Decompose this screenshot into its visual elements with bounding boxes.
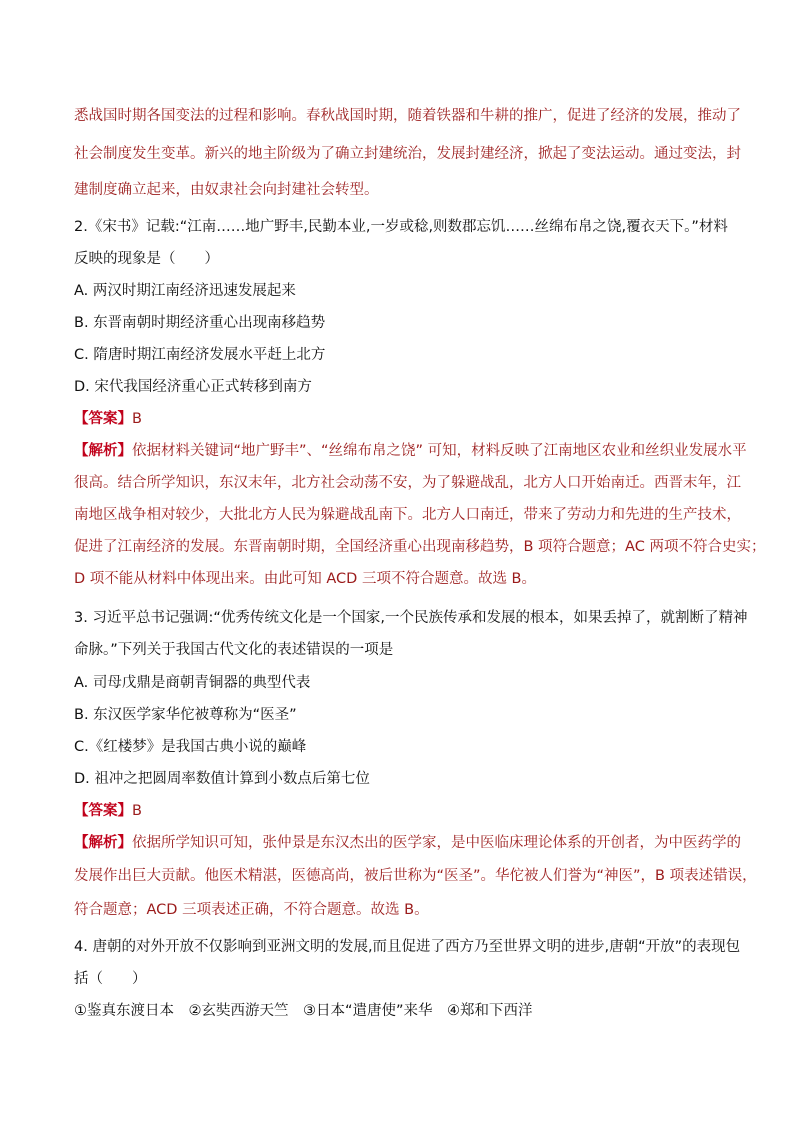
question-3-option-c: C.《红楼梦》是我国古典小说的巅峰 (74, 739, 307, 755)
answer-tag: 【答案】 (74, 411, 132, 427)
question-2-option-d: D. 宋代我国经济重心正式转移到南方 (74, 379, 312, 395)
intro-line: 建制度确立起来，由奴隶社会向封建社会转型。 (74, 182, 379, 198)
question-2-stem: 2.《宋书》记载:“江南……地广野丰,民勤本业,一岁或稔,则数郡忘饥……丝绵布帛之饶,覆衣天下。”材料 (74, 219, 728, 235)
question-3-option-a: A. 司母戊鼎是商朝青铜器的典型代表 (74, 675, 311, 691)
question-3-option-b: B. 东汉医学家华佗被尊称为“医圣” (74, 707, 297, 723)
question-3-analysis (74, 833, 741, 853)
intro-line: 社会制度发生变革。新兴的地主阶级为了确立封建统治，发展封建经济，掀起了变法运动。通过变法，封 (74, 146, 741, 162)
analysis-line: 很高。结合所学知识，东汉末年，北方社会动荡不安，为了躲避战乱，北方人口开始南迁。西晋末年，江 (74, 475, 741, 491)
analysis-line: D 项不能从材料中体现出来。由此可知 ACD 三项不符合题意。故选 B。 (74, 571, 537, 587)
question-4-stem: 4. 唐朝的对外开放不仅影响到亚洲文明的发展,而且促进了西方乃至世界文明的进步,唐朝“开放”的表现包 (74, 939, 741, 955)
question-2-option-c: C. 隋唐时期江南经济发展水平赶上北方 (74, 347, 326, 363)
analysis-line: 符合题意；ACD 三项表述正确，不符合题意。故选 B。 (74, 902, 429, 918)
question-3-option-d: D. 祖冲之把圆周率数值计算到小数点后第七位 (74, 771, 370, 787)
question-3-answer (74, 801, 724, 821)
analysis-tag: 【解析】 (74, 443, 132, 459)
analysis-line: 发展作出巨大贡献。他医术精湛，医德高尚，被后世称为“医圣”。华佗被人们誉为“神医”，B 项表述错误， (74, 868, 757, 884)
question-3-stem: 3. 习近平总书记强调:“优秀传统文化是一个国家,一个民族传承和发展的根本，如果丢掉了，就割断了精神 (74, 610, 748, 626)
analysis-text: 依据材料关键词“地广野丰”、“丝绵布帛之饶” 可知，材料反映了江南地区农业和丝织业发展水平 (132, 443, 747, 459)
analysis-text: 依据所学知识可知，张仲景是东汉杰出的医学家，是中医临床理论体系的开创者，为中医药学的 (132, 835, 741, 851)
question-2-stem: 反映的现象是（ ） (74, 251, 219, 267)
answer-value: B (132, 411, 142, 427)
question-4-items: ①鉴真东渡日本 ②玄奘西游天竺 ③日本“遣唐使”来华 ④郑和下西洋 (74, 1003, 533, 1019)
question-4-stem: 括（ ） (74, 971, 147, 987)
question-2-option-b: B. 东晋南朝时期经济重心出现南移趋势 (74, 315, 326, 331)
answer-value: B (132, 803, 142, 819)
analysis-tag: 【解析】 (74, 835, 132, 851)
question-2-option-a: A. 两汉时期江南经济迅速发展起来 (74, 283, 296, 299)
question-2-analysis (74, 441, 747, 461)
question-3-stem: 命脉。”下列关于我国古代文化的表述错误的一项是 (74, 642, 394, 658)
analysis-line: 南地区战争相对较少，大批北方人民为躲避战乱南下。北方人口南迁，带来了劳动力和先进的生产技术， (74, 507, 741, 523)
question-2-answer (74, 409, 724, 429)
answer-tag: 【答案】 (74, 803, 132, 819)
intro-line: 悉战国时期各国变法的过程和影响。春秋战国时期，随着铁器和牛耕的推广，促进了经济的发展，推动了 (74, 108, 741, 124)
analysis-line: 促进了江南经济的发展。东晋南朝时期，全国经济重心出现南移趋势，B 项符合题意；AC 两项不符合史实； (74, 539, 766, 555)
